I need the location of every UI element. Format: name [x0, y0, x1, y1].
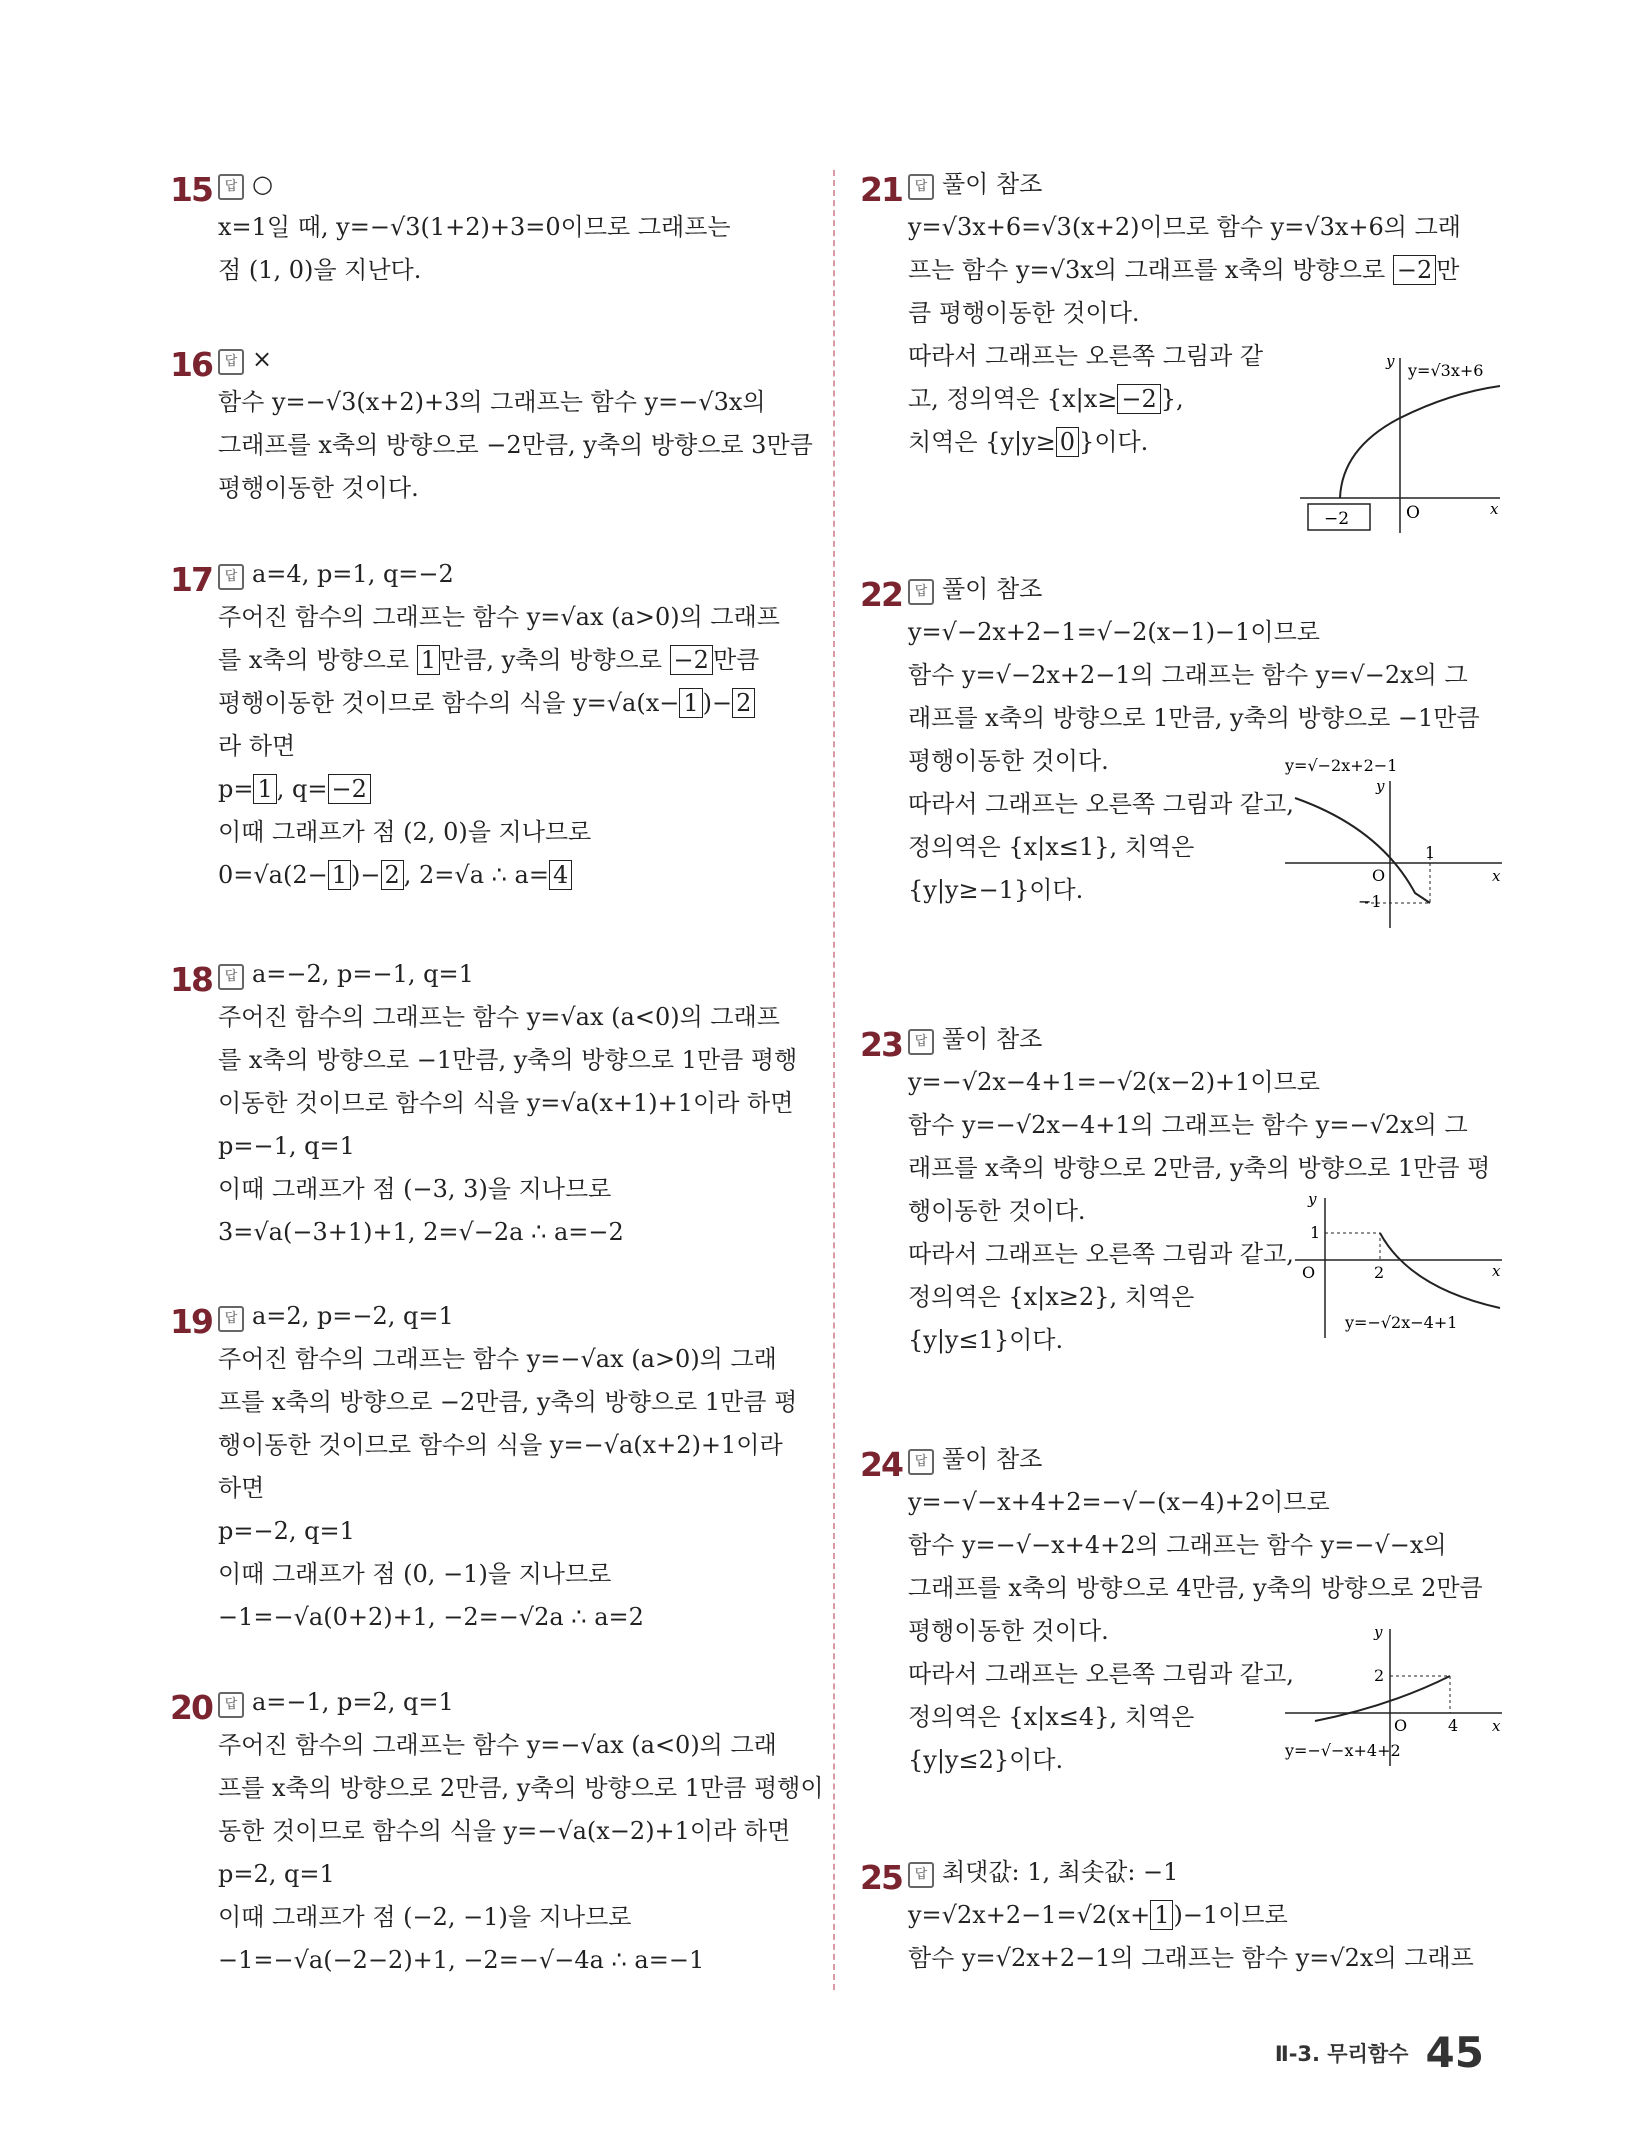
answer-line: [218, 343, 272, 375]
answer-box: 1: [253, 774, 276, 804]
answer-box: 4: [549, 860, 572, 890]
solution-line: 함수 y=−√2x−4+1의 그래프는 함수 y=−√2x의 그: [908, 1111, 1468, 1139]
y-tick-label: 1: [1310, 1223, 1321, 1242]
function-label: y=√3x+6: [1408, 361, 1484, 380]
problem-number: 24: [860, 1445, 902, 1484]
solution-line: 치역은 {y|y≥ 0 }이다.: [908, 428, 1149, 456]
problem-number: 20: [170, 1688, 212, 1727]
answer-badge-icon: 답: [908, 1449, 934, 1475]
solution-line: 정의역은 {x|x≥2}, 치역은: [908, 1283, 1195, 1311]
solution-line: 그래프를 x축의 방향으로 4만큼, y축의 방향으로 2만큼: [908, 1574, 1483, 1602]
answer-text: a=2, p=−2, q=1: [252, 1302, 454, 1330]
solution-line: 를 x축의 방향으로 −1만큼, y축의 방향으로 1만큼 평행: [218, 1046, 798, 1074]
solution-line: 프는 함수 y=√3x의 그래프를 x축의 방향으로 −2 만: [908, 256, 1460, 284]
solution-line: y=√−2x+2−1=√−2(x−1)−1이므로: [908, 618, 1320, 646]
solution-line: 이동한 것이므로 함수의 식을 y=√a(x+1)+1이라 하면: [218, 1089, 794, 1117]
solution-line: 정의역은 {x|x≤4}, 치역은: [908, 1703, 1195, 1731]
solution-line: 평행이동한 것이다.: [218, 474, 419, 502]
solution-line: 3=√a(−3+1)+1, 2=√−2a ∴ a=−2: [218, 1218, 624, 1246]
solution-line: −1=−√a(−2−2)+1, −2=−√−4a ∴ a=−1: [218, 1946, 705, 1974]
problem-number: 25: [860, 1858, 902, 1897]
solution-line: y=−√2x−4+1=−√2(x−2)+1이므로: [908, 1068, 1320, 1096]
x-tick-label: 1: [1425, 843, 1436, 862]
solution-line: p= 1 , q= −2: [218, 773, 371, 805]
problem-number: 18: [170, 960, 212, 999]
solution-line: 하면: [218, 1474, 265, 1502]
problem-number: 23: [860, 1025, 902, 1064]
answer-line: [218, 1686, 454, 1718]
answer-text: ○: [252, 170, 273, 198]
solution-line: 따라서 그래프는 오른쪽 그림과 같: [908, 342, 1264, 370]
answer-badge-icon: 답: [908, 1862, 934, 1888]
answer-line: [908, 573, 1042, 605]
x-tick-label: 4: [1448, 1716, 1459, 1735]
solution-line: {y|y≥−1}이다.: [908, 876, 1084, 904]
column-divider: [833, 170, 835, 1990]
function-graph: [1290, 1188, 1510, 1358]
solution-line: {y|y≤2}이다.: [908, 1746, 1064, 1774]
solution-line: {y|y≤1}이다.: [908, 1326, 1064, 1354]
answer-line: [908, 168, 1042, 200]
x-axis-label: x: [1492, 867, 1501, 885]
answer-badge-icon: 답: [218, 1306, 244, 1332]
origin-label: O: [1372, 866, 1386, 885]
solution-line: 주어진 함수의 그래프는 함수 y=√ax (a>0)의 그래프: [218, 603, 780, 631]
y-axis-label: y: [1376, 777, 1385, 795]
answer-box: 0: [1056, 427, 1079, 457]
answer-line: [908, 1023, 1042, 1055]
answer-box: −2: [1117, 384, 1160, 414]
answer-line: [218, 1300, 454, 1332]
y-tick-label: 2: [1374, 1666, 1385, 1685]
answer-badge-icon: 답: [218, 349, 244, 375]
answer-text: 풀이 참조: [942, 575, 1043, 603]
answer-box: −2: [328, 774, 371, 804]
guide-lines: [1325, 1233, 1380, 1260]
solution-line: 함수 y=−√−x+4+2의 그래프는 함수 y=−√−x의: [908, 1531, 1447, 1559]
solution-line: 주어진 함수의 그래프는 함수 y=√ax (a<0)의 그래프: [218, 1003, 780, 1031]
solution-line: 함수 y=√−2x+2−1의 그래프는 함수 y=√−2x의 그: [908, 661, 1468, 689]
guide-lines: [1390, 1676, 1450, 1713]
function-label: y=−√−x+4+2: [1285, 1741, 1401, 1760]
answer-line: [218, 558, 454, 590]
solution-line: 그래프를 x축의 방향으로 −2만큼, y축의 방향으로 3만큼: [218, 431, 813, 459]
origin-label: O: [1302, 1263, 1316, 1282]
answer-line: [218, 958, 474, 990]
y-axis-label: y: [1374, 1623, 1383, 1641]
answer-badge-icon: 답: [908, 174, 934, 200]
problem-number: 19: [170, 1302, 212, 1341]
solution-line: 주어진 함수의 그래프는 함수 y=−√ax (a>0)의 그래: [218, 1345, 777, 1373]
solution-line: 래프를 x축의 방향으로 2만큼, y축의 방향으로 1만큼 평: [908, 1154, 1491, 1182]
solution-line: 함수 y=√2x+2−1의 그래프는 함수 y=√2x의 그래프: [908, 1944, 1474, 1972]
y-axis-label: y: [1308, 1190, 1317, 1208]
solution-line: 행이동한 것이다.: [908, 1197, 1086, 1225]
graph-curve: [1295, 798, 1430, 903]
x-axis-label: x: [1490, 500, 1499, 518]
answer-text: a=−1, p=2, q=1: [252, 1688, 454, 1716]
problem-number: 15: [170, 170, 212, 209]
answer-line: [218, 168, 273, 200]
solution-line: 래프를 x축의 방향으로 1만큼, y축의 방향으로 −1만큼: [908, 704, 1480, 732]
problem-number: 16: [170, 345, 212, 384]
solution-line: 이때 그래프가 점 (2, 0)을 지나므로: [218, 818, 592, 846]
answer-badge-icon: 답: [908, 579, 934, 605]
answer-badge-icon: 답: [218, 174, 244, 200]
answer-text: 최댓값: 1, 최솟값: −1: [942, 1858, 1179, 1886]
solution-line: 따라서 그래프는 오른쪽 그림과 같고,: [908, 1660, 1294, 1688]
solution-line: 평행이동한 것이다.: [908, 747, 1109, 775]
answer-box: 2: [381, 860, 404, 890]
solution-line: 0=√a(2− 1 )− 2 , 2=√a ∴ a= 4: [218, 859, 572, 891]
answer-badge-icon: 답: [218, 964, 244, 990]
answer-line: [908, 1443, 1042, 1475]
answer-text: 풀이 참조: [942, 1025, 1043, 1053]
answer-box: 1: [417, 645, 440, 675]
solution-line: x=1일 때, y=−√3(1+2)+3=0이므로 그래프는: [218, 213, 731, 241]
solution-line: 이때 그래프가 점 (0, −1)을 지나므로: [218, 1560, 612, 1588]
answer-box: −2: [670, 645, 713, 675]
problem-number: 22: [860, 575, 902, 614]
y-axis-label: y: [1386, 352, 1395, 370]
problem-number: 21: [860, 170, 902, 209]
solution-line: 를 x축의 방향으로 1 만큼, y축의 방향으로 −2 만큼: [218, 646, 760, 674]
solution-line: p=−2, q=1: [218, 1517, 355, 1545]
function-graph: [1280, 753, 1510, 933]
solution-line: −1=−√a(0+2)+1, −2=−√2a ∴ a=2: [218, 1603, 644, 1631]
solution-line: 주어진 함수의 그래프는 함수 y=−√ax (a<0)의 그래: [218, 1731, 777, 1759]
x-tick-label: 2: [1374, 1263, 1385, 1282]
solution-line: 라 하면: [218, 732, 296, 760]
x-axis-label: x: [1492, 1717, 1501, 1735]
answer-badge-icon: 답: [218, 564, 244, 590]
solution-line: 큼 평행이동한 것이다.: [908, 299, 1140, 327]
solution-line: y=√3x+6=√3(x+2)이므로 함수 y=√3x+6의 그래: [908, 213, 1461, 241]
page-number: 45: [1425, 2028, 1484, 2077]
answer-line: [908, 1856, 1178, 1888]
answer-text: 풀이 참조: [942, 1445, 1043, 1473]
solution-line: y=−√−x+4+2=−√−(x−4)+2이므로: [908, 1488, 1330, 1516]
problem-number: 17: [170, 560, 212, 599]
answer-box: 2: [732, 688, 755, 718]
solution-line: 프를 x축의 방향으로 2만큼, y축의 방향으로 1만큼 평행이: [218, 1774, 824, 1802]
solution-line: 따라서 그래프는 오른쪽 그림과 같고,: [908, 790, 1294, 818]
origin-label: O: [1406, 503, 1420, 523]
solution-line: p=−1, q=1: [218, 1132, 355, 1160]
origin-label: O: [1394, 1716, 1408, 1735]
answer-box: 1: [679, 688, 702, 718]
chapter-label: Ⅱ-3. 무리함수: [1274, 2042, 1409, 2066]
solution-line: 이때 그래프가 점 (−2, −1)을 지나므로: [218, 1903, 632, 1931]
solution-line: 평행이동한 것이다.: [908, 1617, 1109, 1645]
answer-box: 1: [1150, 1900, 1173, 1930]
solution-line: 행이동한 것이므로 함수의 식을 y=−√a(x+2)+1이라: [218, 1431, 783, 1459]
answer-text: ×: [252, 345, 273, 373]
solution-line: 평행이동한 것이므로 함수의 식을 y=√a(x− 1 )− 2: [218, 687, 755, 719]
x-tick-label: −2: [1324, 509, 1350, 529]
function-graph: [1300, 348, 1510, 538]
page-footer: [1275, 2028, 1484, 2077]
y-tick-label: −1: [1358, 892, 1382, 911]
graph-curve: [1340, 386, 1500, 498]
function-label: y=√−2x+2−1: [1285, 756, 1398, 775]
answer-badge-icon: 답: [218, 1692, 244, 1718]
solution-line: y=√2x+2−1=√2(x+ 1 )−1이므로: [908, 1901, 1288, 1929]
solution-line: 점 (1, 0)을 지난다.: [218, 256, 422, 284]
solution-line: 정의역은 {x|x≤1}, 치역은: [908, 833, 1195, 861]
function-graph: [1280, 1621, 1510, 1791]
solution-line: p=2, q=1: [218, 1860, 335, 1888]
answer-text: 풀이 참조: [942, 170, 1043, 198]
solution-line: 따라서 그래프는 오른쪽 그림과 같고,: [908, 1240, 1294, 1268]
graph-curve: [1380, 1233, 1500, 1308]
solution-line: 고, 정의역은 {x|x≥ −2 },: [908, 385, 1184, 413]
function-label: y=−√2x−4+1: [1345, 1313, 1458, 1332]
solution-line: 프를 x축의 방향으로 −2만큼, y축의 방향으로 1만큼 평: [218, 1388, 798, 1416]
solution-line: 함수 y=−√3(x+2)+3의 그래프는 함수 y=−√3x의: [218, 388, 766, 416]
x-axis-label: x: [1492, 1262, 1501, 1280]
solution-line: 동한 것이므로 함수의 식을 y=−√a(x−2)+1이라 하면: [218, 1817, 791, 1845]
answer-badge-icon: 답: [908, 1029, 934, 1055]
answer-text: a=−2, p=−1, q=1: [252, 960, 474, 988]
answer-text: a=4, p=1, q=−2: [252, 560, 454, 588]
solution-line: 이때 그래프가 점 (−3, 3)을 지나므로: [218, 1175, 612, 1203]
answer-box: −2: [1393, 255, 1436, 285]
answer-box: 1: [328, 860, 351, 890]
